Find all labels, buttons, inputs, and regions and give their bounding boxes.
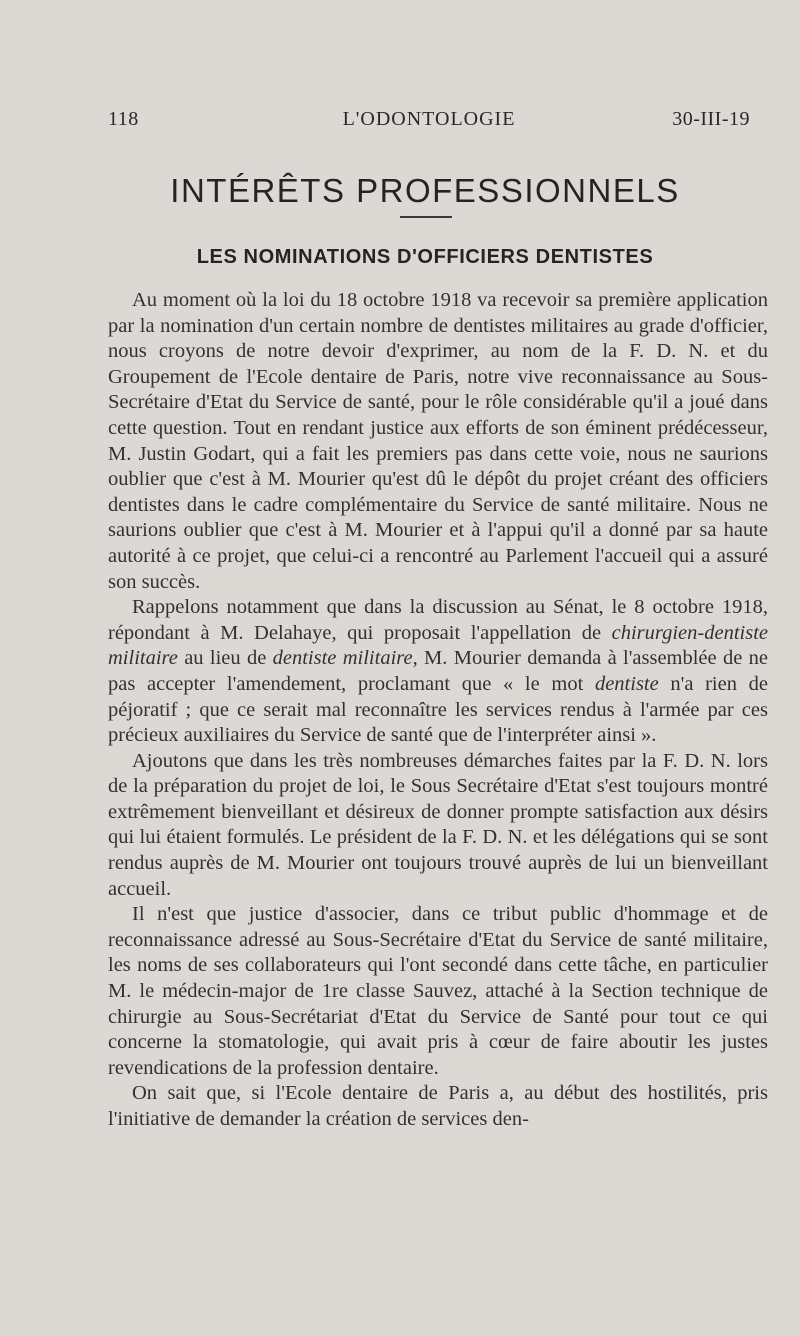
paragraph-3	[108, 749, 768, 903]
paragraph-text: Au moment où la loi du 18 octobre 1918 va recevoir sa première application par la nomination d'un certain nombre de dentistes militaires au grade d'officier, nous croyons de notre devoir d'exprimer, au nom de la F. D. N. et du Groupement de l'Ecole dentaire de Paris, notre vive reconnaissance au Sous-Secrétaire d'Etat du Service de santé, pour le rôle considérable qu'il a joué dans cette question. Tout en rendant justice aux efforts de son éminent prédécesseur, M. Justin Godart, qui a fait les premiers pas dans cette voie, nous ne saurions oublier que c'est à M. Mourier qu'est dû le dépôt du projet créant des officiers dentistes dans le cadre complémentaire du Service de santé militaire. Nous ne saurions oublier que c'est à M. Mourier et à l'appui qu'il a donné par sa haute autorité à ce projet, que celui-ci a rencontré au Parlement l'accueil qui a assuré son succès.	[108, 289, 768, 593]
ordinal-first: 1re	[321, 980, 348, 1003]
paragraph-4	[108, 902, 768, 1081]
article-subtitle: LES NOMINATIONS D'OFFICIERS DENTISTES	[196, 246, 654, 268]
italic-term: chirurgien-dentiste militaire	[108, 621, 768, 670]
paragraph-5	[108, 1081, 768, 1132]
title-divider	[400, 216, 452, 218]
paragraph-text: Il n'est que justice d'associer, dans ce tribut public d'hommage et de reconnaissance adressé au Sous-Secrétaire d'Etat du Service de santé militaire, les noms de ses collaborateurs qui l'ont secondé dans cette tâche, en particulier M. le médecin-major de	[108, 903, 768, 1003]
issue-date: 30-III-19	[672, 108, 750, 130]
italic-term: dentiste militaire,	[272, 647, 418, 670]
paragraph-1	[108, 288, 768, 595]
running-head	[108, 108, 750, 138]
article-body	[108, 288, 768, 1133]
journal-title: L'ODONTOLOGIE	[342, 108, 516, 130]
paragraph-text: M. Mourier demanda à l'assemblée de ne pas accepter l'amendement, proclamant que « le mot	[108, 647, 768, 695]
paragraph-text: Rappelons notamment que dans la discussion au Sénat, le 8 octobre 1918, répondant à M. Delahaye, qui proposait l'appellation de	[108, 596, 768, 644]
section-title: INTÉRÊTS PROFESSIONNELS	[170, 172, 680, 209]
italic-term: dentiste	[594, 672, 659, 695]
paragraph-text: au lieu de	[177, 647, 273, 670]
paragraph-text: n'a rien de péjoratif ; que ce serait mal reconnaître les services rendus à l'armée par ces précieux auxiliaires du Service de santé que de l'interpréter ainsi ».	[108, 672, 768, 747]
paragraph-text: classe Sauvez, attaché à la Section technique de chirurgie au Sous-Secrétariat d'Etat du Service de Santé pour tout ce qui concerne la stomatologie, qui avait pris à cœur de faire aboutir les justes revendications de la profession dentaire.	[108, 980, 768, 1079]
paragraph-text: Ajoutons que dans les très nombreuses démarches faites par la F. D. N. lors de la préparation du projet de loi, le Sous Secrétaire d'Etat s'est toujours montré extrêmement bienveillant et désireux de donner prompte satisfaction aux désirs qui lui étaient formulés. Le président de la F. D. N. et les délégations qui se sont rendus auprès de M. Mourier ont toujours trouvé auprès de lui un bienveillant accueil.	[108, 749, 768, 900]
page-number: 118	[108, 108, 139, 130]
paragraph-text: On sait que, si l'Ecole dentaire de Paris a, au début des hostilités, pris l'initiative de demander la création de services den-	[108, 1082, 768, 1130]
paragraph-2	[108, 595, 768, 749]
